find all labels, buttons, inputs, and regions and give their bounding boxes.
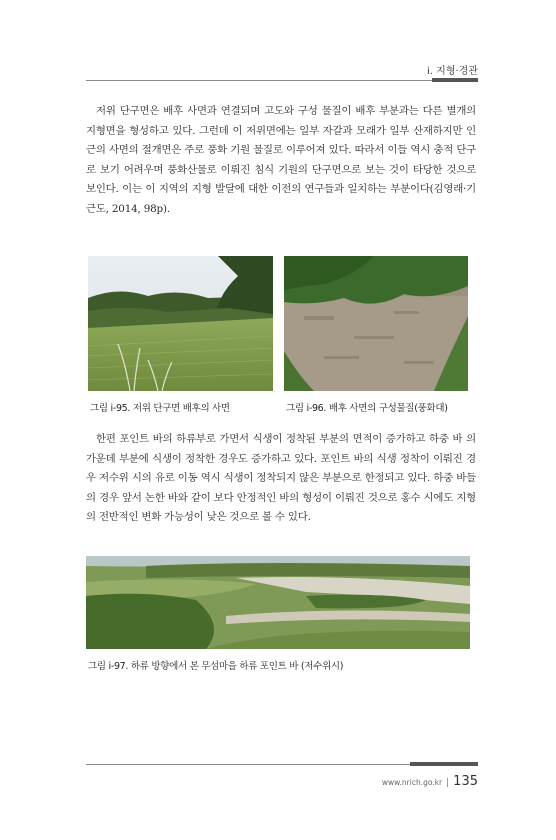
page-number: 135 <box>453 774 478 789</box>
body-paragraph-1: 저위 단구면은 배후 사면과 연결되며 고도와 구성 물질이 배후 부분과는 다른 별개의 지형면을 형성하고 있다. 그런데 이 저위면에는 일부 자갈과 모래가 일부 산재하지만 인근의 사면의 절개면은 주로 풍화 기원 물질로 이루어져 있다. 따라서 이들 역시 충적 단구로 보기 어려우며 풍화산물로 이뤄진 침식 기원의 단구면으로 보는 것이 타당한 것으로 보인다. 이는 이 지역의 지형 발달에 대한 이전의 연구들과 일치하는 부분이다(김영래·기근도, 2014, 98p). <box>86 105 476 215</box>
photo-weathered-profile <box>284 256 468 391</box>
body-paragraph-2: 한편 포인트 바의 하류부로 가면서 식생이 정착된 부분의 면적이 증가하고 하중 바 의 가운데 부분에 식생이 정착한 경우도 증가하고 있다. 포인트 바의 식생 정착이 이뤄진 경우 저수위 시의 유로 이동 역시 식생이 정착되지 않은 부분으로 한정되고 있다. 하중 바들의 경우 앞서 논한 바와 같이 보다 안정적인 바의 형성이 이뤄진 것으로 홍수 시에도 지형의 전반적인 변화 가능성이 낮은 것으로 볼 수 있다. <box>86 433 476 524</box>
footer-url[interactable]: www.nrich.go.kr <box>381 778 443 787</box>
caption-figure-97: 그림 ⅰ-97. 하류 방향에서 본 무섬마을 하류 포인트 바 (저수위시) <box>88 661 344 672</box>
header-section-label: i. 지형·경관 <box>427 66 478 77</box>
header-accent-bar <box>432 78 478 82</box>
caption-figure-95: 그림 ⅰ-95. 저위 단구면 배후의 사면 <box>90 403 230 414</box>
footer-separator: | <box>446 778 450 788</box>
caption-figure-96: 그림 ⅰ-96. 배후 사면의 구성물질(풍화대) <box>286 403 448 414</box>
photo-terrace-slope <box>88 256 273 391</box>
photo-point-bar <box>86 556 470 649</box>
footer-accent-bar <box>410 762 478 766</box>
footer <box>382 774 478 789</box>
header-rule <box>86 80 478 81</box>
